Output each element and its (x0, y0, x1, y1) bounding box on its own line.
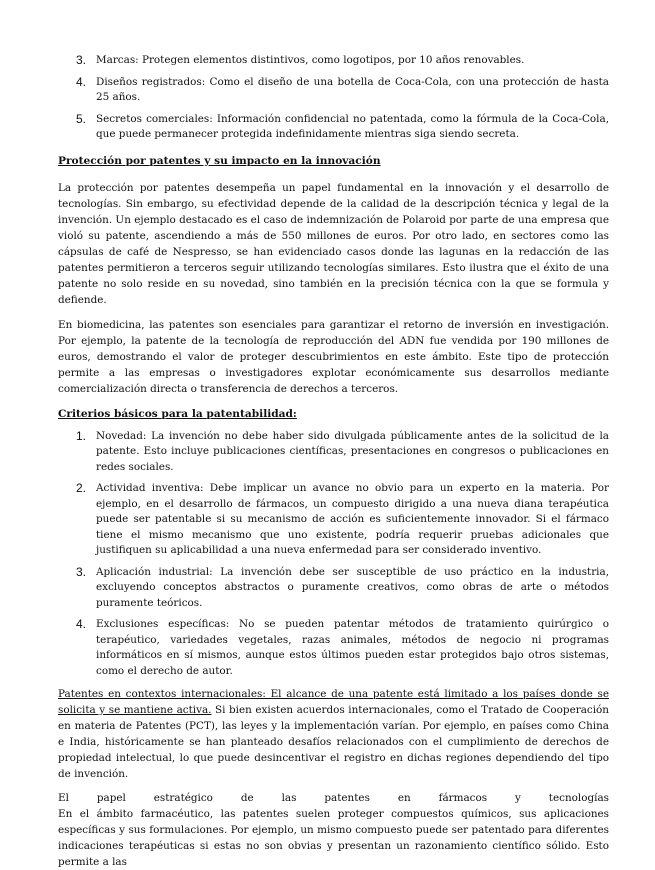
list-number: 5. (76, 111, 87, 126)
title-word: papel (96, 792, 126, 804)
list-text: Exclusiones específicas: No se pueden patentar métodos de tratamiento quirúrgico o terapéutico, variedades vegetales, razas animales, métodos de negocio ni programas informáticos en sí mismos, aunque estos últimos pueden estar protegidos bajo otros sistemas, como el derecho de autor. (96, 618, 609, 677)
list-number: 4. (76, 617, 87, 631)
title-word: fármacos (438, 792, 488, 804)
title-word: de (240, 792, 254, 804)
section-heading-patents-innovation: Protección por patentes y su impacto en la innovación (58, 154, 381, 167)
list-item (58, 617, 609, 679)
paragraph-international (58, 686, 609, 782)
paragraph: En biomedicina, las patentes son esenciales para garantizar el retorno de inversión en investigación. Por ejemplo, la patente de la tecnología de reproducción del ADN fue vendida por 190 millones de euros, demostrando el valor de proteger descubrimientos en este ámbito. Este tipo de protección permite a las empresas o investigadores explotar económicamente sus desarrollos mediante comercialización directa o transferencia de derechos a terceros. (58, 318, 609, 395)
list-text: Marcas: Protegen elementos distintivos, como logotipos, por 10 años renovables. (96, 54, 525, 66)
list-text: Aplicación industrial: La invención debe ser susceptible de uso práctico en la industria, excluyendo conceptos abstractos o puramente creativos, como obras de arte o métodos puramente teóricos. (96, 565, 609, 609)
list-item (58, 481, 609, 559)
list-item (58, 112, 609, 143)
paragraph-text: Si bien existen acuerdos internacionales, como el Tratado de Cooperación en materia de Patentes (PCT), las leyes y la implementación varían. Por ejemplo, en países como China e India, históricamente se han planteado desafíos relacionados con el cumplimiento de derechos de propiedad intelectual, lo que puede desincentivar el registro en dichas regiones dependiendo del tipo de invención. (58, 704, 609, 780)
title-word: El (58, 792, 69, 804)
paragraph: En el ámbito farmacéutico, las patentes suelen proteger compuestos químicos, sus aplicaciones específicas y sus formulaciones. Por ejemplo, un mismo compuesto puede ser patentado para diferentes indicaciones terapéuticas si estas no son obvias y presentan un razonamiento científico sólido. Esto permite a las (58, 808, 609, 868)
list-item (58, 429, 609, 476)
list-item (58, 53, 609, 69)
list-text: Secretos comerciales: Información confidencial no patentada, como la fórmula de la Coca-Cola, que puede permanecer protegida indefinidamente mientras siga siendo secreta. (96, 112, 609, 140)
paragraph: La protección por patentes desempeña un papel fundamental en la innovación y el desarrollo de tecnologías. Sin embargo, su efectividad depende de la calidad de la descripción técnica y legal de la invención. Un ejemplo destacado es el caso de indemnización de Polaroid por parte de una empresa que violó su patente, ascendiendo a más de 550 millones de euros. Por otro lado, en sectores como las cápsulas de café de Nespresso, se han evidenciado casos donde las lagunas en la redacción de las patentes permitieron a terceros seguir utilizando tecnologías similares. Esto ilustra que el éxito de una patente no solo reside en su novedad, sino también en la precisión técnica con la que se formula y defiende. (58, 181, 609, 306)
list-number: 3. (76, 53, 87, 67)
criteria-list (58, 429, 609, 680)
section-title-strategic-role (58, 790, 609, 806)
list-number: 1. (76, 428, 87, 443)
list-number: 3. (76, 564, 87, 579)
section-heading-patentability-criteria: Criterios básicos para la patentabilidad: (58, 407, 297, 420)
title-word: las (281, 792, 297, 804)
list-item (58, 75, 609, 106)
underlined-lead: Patentes en contextos internacionales: El alcance de una patente está limitado a los países donde se solicita y se mantiene activa. (58, 688, 609, 716)
title-word: en (397, 792, 411, 804)
list-text: Diseños registrados: Como el diseño de una botella de Coca-Cola, con una protección de hasta 25 años. (96, 75, 609, 103)
list-text: Actividad inventiva: Debe implicar un avance no obvio para un experto en la materia. Por ejemplo, en el desarrollo de fármacos, un compuesto dirigido a una nueva diana terapéutica puede ser patentable si su mecanismo de acción es suficientemente innovador. Si el fármaco tiene el mismo mecanismo que uno existente, podría requerir pruebas adicionales que justifiquen su aplicabilidad a una nueva enfermedad para ser considerado inventivo. (96, 482, 609, 556)
title-word: estratégico (153, 792, 213, 804)
list-number: 2. (76, 481, 87, 495)
ip-types-list (58, 53, 609, 143)
title-word: patentes (324, 792, 370, 804)
list-item (58, 565, 609, 612)
title-word: y (515, 792, 521, 804)
list-text: Novedad: La invención no debe haber sido divulgada públicamente antes de la solicitud de la patente. Esto incluye publicaciones científicas, presentaciones en congresos o publicaciones en redes sociales. (96, 429, 609, 473)
title-word: tecnologías (548, 792, 609, 804)
list-number: 4. (76, 74, 87, 89)
